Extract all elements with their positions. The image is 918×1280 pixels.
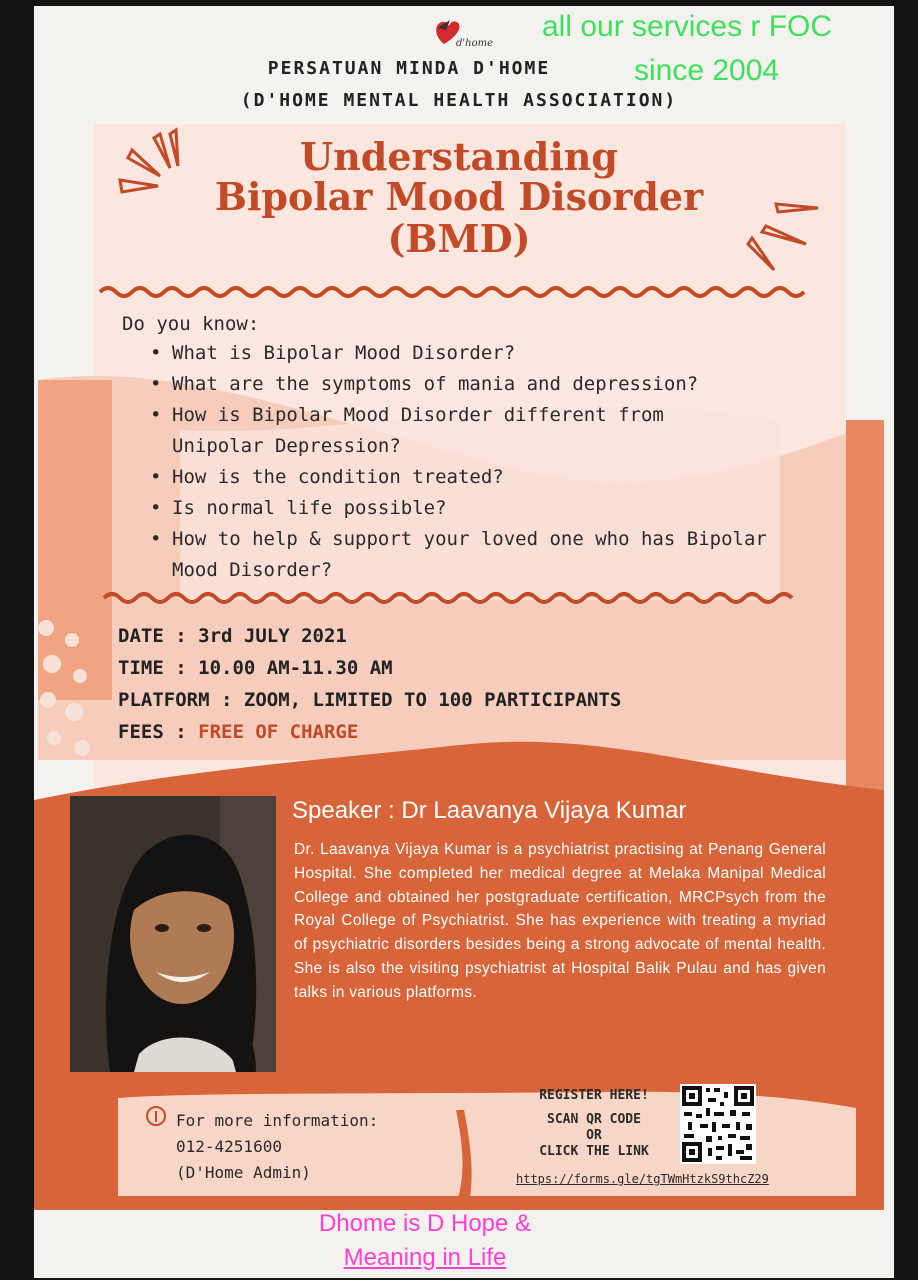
separator: :	[175, 657, 187, 679]
list-item: • How is Bipolar Mood Disorder different from Unipolar Depression?	[122, 400, 732, 462]
fees-row	[118, 716, 621, 748]
register-scan: SCAN QR CODE	[547, 1112, 641, 1127]
questions-heading: Do you know:	[122, 313, 260, 335]
title-line-2: Bipolar Mood Disorder	[214, 174, 704, 219]
register-click: CLICK THE LINK	[539, 1144, 649, 1159]
org-name: PERSATUAN MINDA D'HOME	[267, 58, 551, 79]
fees-label: FEES	[118, 721, 164, 743]
overlay-foc-text: all our services r FOC	[542, 10, 833, 43]
register-heading: REGISTER HERE!	[539, 1088, 649, 1103]
time-row	[118, 652, 621, 684]
list-item: • How is the condition treated?	[122, 462, 822, 493]
event-details	[118, 620, 621, 748]
date-label: DATE	[118, 625, 164, 647]
separator: :	[175, 625, 187, 647]
fees-value: FREE OF CHARGE	[198, 721, 359, 743]
questions-block	[122, 310, 822, 586]
contact-info	[176, 1108, 378, 1186]
qr-code-icon	[680, 1084, 756, 1164]
contact-admin: (D'Home Admin)	[176, 1163, 311, 1182]
title-line-3: (BMD)	[387, 216, 531, 261]
list-item: • How to help & support your loved one who has Bipolar Mood Disorder?	[122, 524, 772, 586]
register-block	[514, 1088, 674, 1160]
platform-label: PLATFORM	[118, 689, 210, 711]
contact-label: For more information:	[176, 1111, 379, 1130]
orange-right-strip	[846, 420, 884, 800]
title-line-1: Understanding	[300, 134, 618, 179]
orange-left-block	[38, 380, 112, 700]
overlay-hope-text: Dhome is D Hope &	[318, 1210, 532, 1237]
date-value: 3rd JULY 2021	[198, 625, 347, 647]
registration-link[interactable]: https://forms.gle/tgTWmHtzkS9thcZ29	[516, 1172, 769, 1186]
speaker-bio: Dr. Laavanya Vijaya Kumar is a psychiatrist practising at Penang General Hospital. She completed her medical degree at Melaka Manipal Medical College and obtained her postgraduate certification, MRCPsych from the Royal College of Psychiatrist. She has experience with treating a myriad of psychiatric disorders besides being a strong advocate of mental health. She is also the visiting psychiatrist at Hospital Balik Pulau and has given talks in various platforms.	[294, 841, 826, 1001]
time-value: 10.00 AM-11.30 AM	[198, 657, 393, 679]
speaker-photo	[70, 796, 276, 1072]
separator: :	[220, 689, 233, 711]
speaker-title: Speaker : Dr Laavanya Vijaya Kumar	[292, 797, 687, 824]
qr-code[interactable]	[680, 1084, 756, 1164]
platform-value: ZOOM, LIMITED TO 100 PARTICIPANTS	[243, 689, 622, 711]
register-or: OR	[586, 1128, 602, 1143]
questions-list	[122, 338, 822, 586]
info-icon	[146, 1106, 166, 1126]
list-item: • Is normal life possible?	[122, 493, 822, 524]
overlay-meaning-text: Meaning in Life	[343, 1244, 507, 1271]
list-item: • What is Bipolar Mood Disorder?	[122, 338, 822, 369]
separator: :	[175, 721, 187, 743]
overlay-since-text: since 2004	[634, 54, 780, 87]
platform-row	[118, 684, 621, 716]
logo-text: d'home	[456, 38, 494, 49]
org-subname: (D'HOME MENTAL HEALTH ASSOCIATION)	[240, 90, 678, 111]
contact-phone: 012-4251600	[176, 1137, 282, 1156]
date-row	[118, 620, 621, 652]
time-label: TIME	[118, 657, 164, 679]
list-item: • What are the symptoms of mania and depression?	[122, 369, 822, 400]
speaker-portrait-image	[70, 796, 276, 1072]
dhome-logo	[432, 14, 502, 50]
